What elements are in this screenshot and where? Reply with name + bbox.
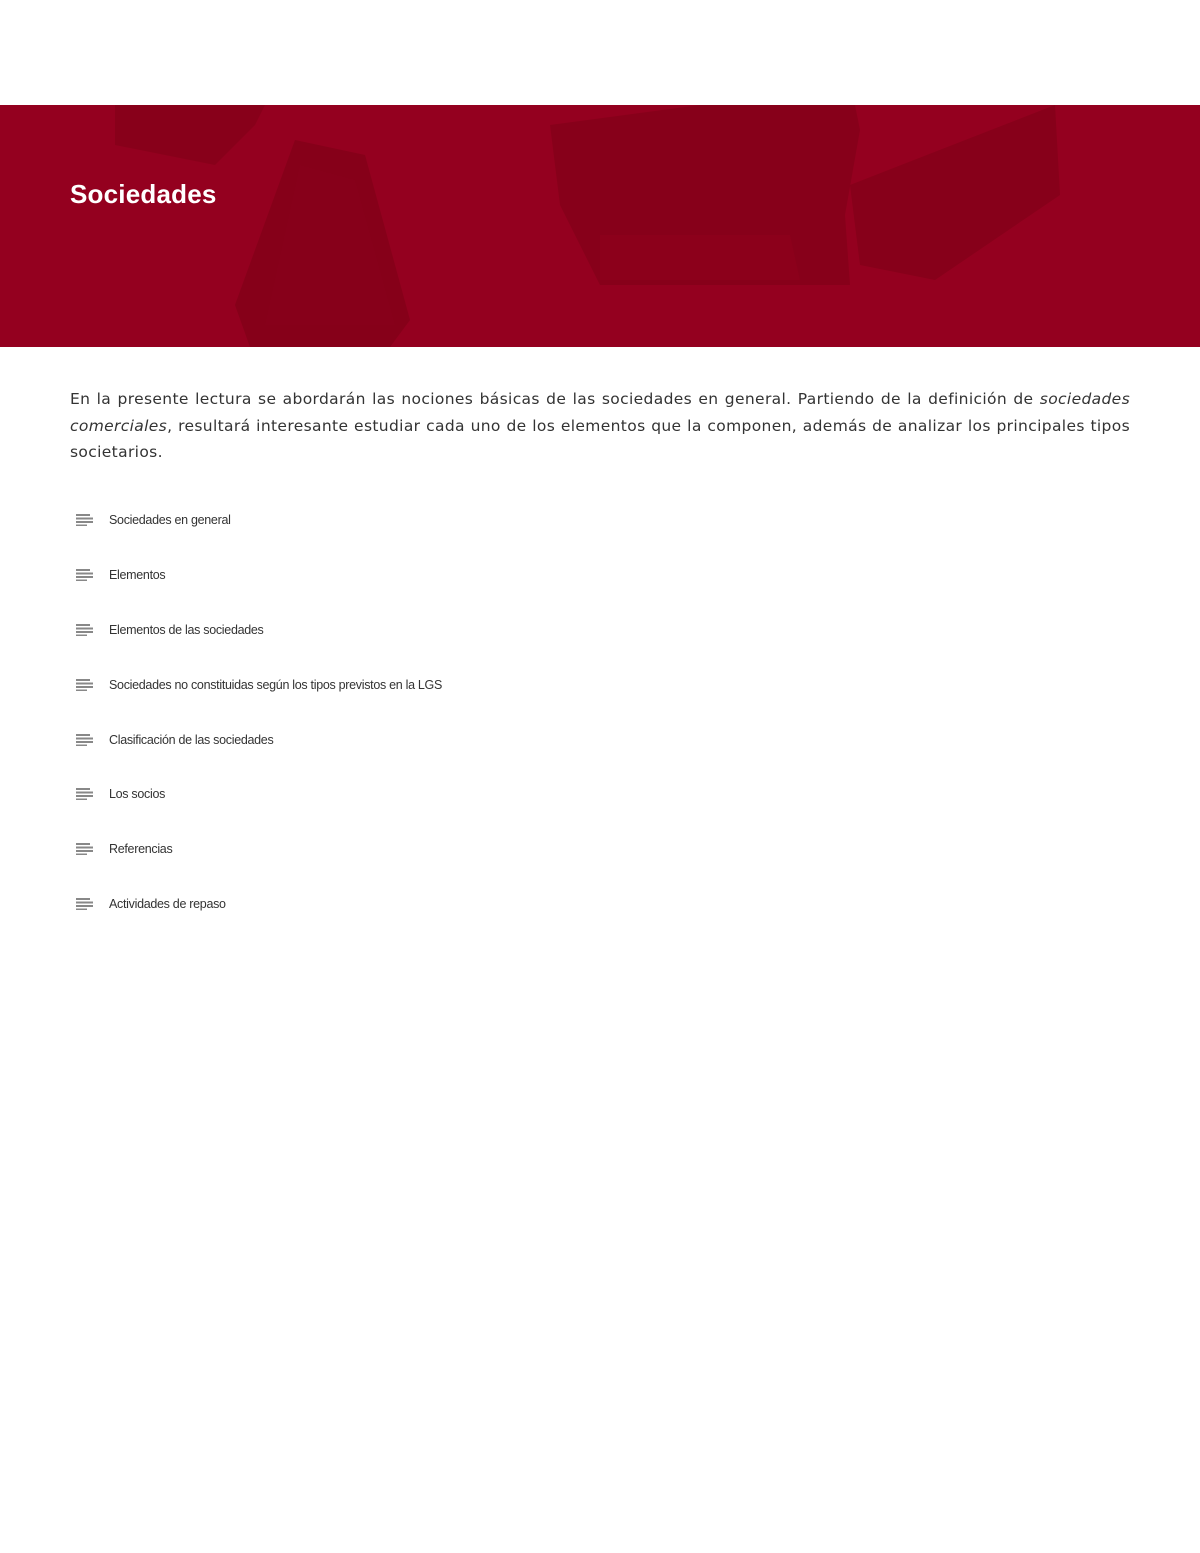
toc-item-label: Actividades de repaso [109,896,226,911]
text-lines-icon [76,898,93,910]
toc-item-label: Sociedades no constituidas según los tipos previstos en la LGS [109,677,442,692]
intro-paragraph [70,386,1130,466]
table-of-contents [70,493,770,931]
page-title: Sociedades [70,179,217,209]
text-lines-icon [76,569,93,581]
intro-emphasis: sociedades comerciales [70,390,1130,435]
toc-item-elementos-de-las-sociedades[interactable] [70,603,770,658]
toc-item-elementos[interactable] [70,548,770,603]
intro-text-start: En la presente lectura se abordarán las nociones básicas de las sociedades en general. Partiendo de la definición de [70,390,1040,408]
header-banner [0,105,1200,347]
text-lines-icon [76,624,93,636]
toc-item-label: Referencias [109,842,173,857]
toc-item-los-socios[interactable] [70,767,770,822]
text-lines-icon [76,514,93,526]
toc-item-sociedades-no-constituidas[interactable] [70,657,770,712]
toc-item-label: Sociedades en general [109,513,231,528]
toc-item-label: Elementos de las sociedades [109,622,264,637]
toc-item-label: Elementos [109,568,166,583]
text-lines-icon [76,788,93,800]
banner-background-shapes [0,105,1200,347]
text-lines-icon [76,679,93,691]
toc-item-sociedades-en-general[interactable] [70,493,770,548]
toc-item-referencias[interactable] [70,822,770,877]
toc-item-clasificacion[interactable] [70,712,770,767]
toc-item-label: Clasificación de las sociedades [109,732,274,747]
toc-item-label: Los socios [109,787,166,802]
text-lines-icon [76,843,93,855]
text-lines-icon [76,734,93,746]
toc-item-actividades-de-repaso[interactable] [70,877,770,932]
intro-text-end: , resultará interesante estudiar cada uno de los elementos que la componen, además de analizar los principales tipos societarios. [70,416,1130,461]
